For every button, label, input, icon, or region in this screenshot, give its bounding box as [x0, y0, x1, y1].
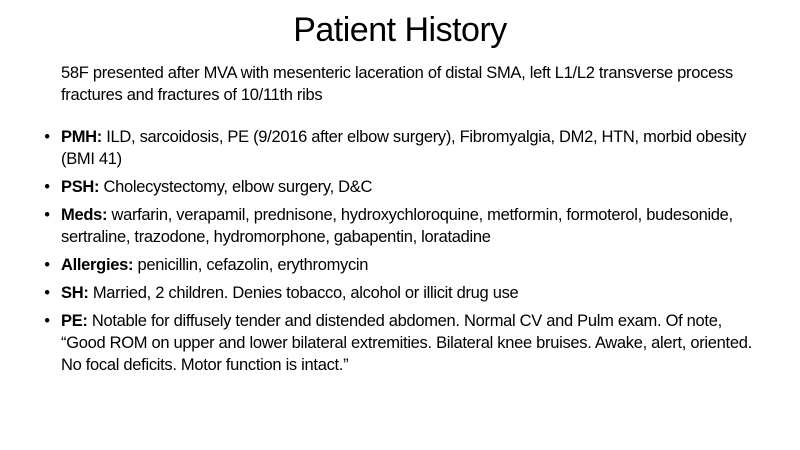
bullet-allergies: [40, 254, 760, 276]
bullet-pmh: [40, 126, 760, 170]
bullet-label: PMH:: [61, 128, 102, 146]
bullet-text: Cholecystectomy, elbow surgery, D&C: [99, 178, 373, 196]
history-bullet-list: [40, 126, 760, 382]
bullet-sh: [40, 282, 760, 304]
bullet-label: PE:: [61, 312, 88, 330]
bullet-icon: •: [44, 128, 50, 146]
bullet-label: PSH:: [61, 178, 100, 196]
bullet-icon: •: [44, 206, 50, 224]
bullet-label: Meds:: [61, 206, 108, 224]
bullet-pe: [40, 310, 760, 376]
bullet-text: penicillin, cefazolin, erythromycin: [133, 256, 369, 274]
case-summary: 58F presented after MVA with mesenteric laceration of distal SMA, left L1/L2 transverse process fractures and fractures of 10/11th ribs: [61, 64, 733, 104]
bullet-text: Married, 2 children. Denies tobacco, alcohol or illicit drug use: [88, 284, 519, 302]
bullet-icon: •: [44, 312, 50, 330]
bullet-psh: [40, 176, 760, 198]
bullet-label: SH:: [61, 284, 89, 302]
bullet-icon: •: [44, 256, 50, 274]
bullet-text: ILD, sarcoidosis, PE (9/2016 after elbow surgery), Fibromyalgia, DM2, HTN, morbid obesity (BMI 41): [61, 128, 747, 168]
bullet-meds: [40, 204, 760, 248]
bullet-text: Notable for diffusely tender and distended abdomen. Normal CV and Pulm exam. Of note, “Good ROM on upper and lower bilateral extremities. Bilateral knee bruises. Awake, alert, oriented. No focal deficits. Motor function is intact.”: [61, 312, 752, 374]
bullet-icon: •: [44, 284, 50, 302]
slide-title: Patient History: [293, 11, 507, 49]
bullet-text: warfarin, verapamil, prednisone, hydroxychloroquine, metformin, formoterol, budesonide, sertraline, trazodone, hydromorphone, gabapentin, loratadine: [61, 206, 733, 246]
bullet-label: Allergies:: [61, 256, 134, 274]
bullet-icon: •: [44, 178, 50, 196]
